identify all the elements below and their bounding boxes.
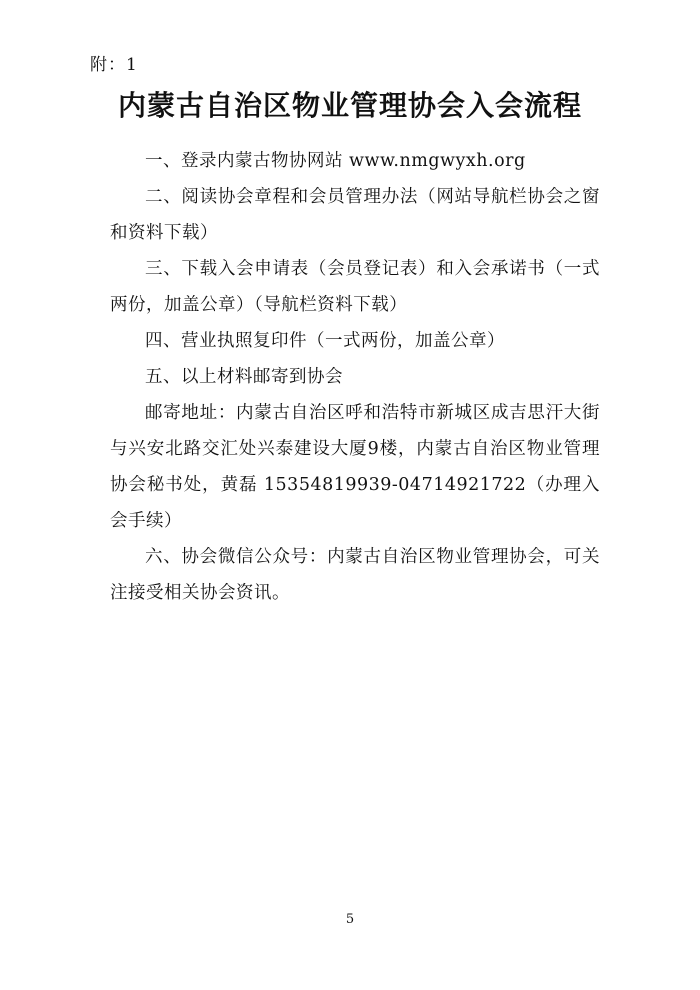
page-number: 5: [345, 912, 355, 927]
annex-label: 附：1: [90, 55, 138, 75]
step-4-paragraph: 四、营业执照复印件（一式两份，加盖公章）: [145, 331, 505, 351]
document-title: 内蒙古自治区物业管理协会入会流程: [117, 89, 582, 122]
step-2-paragraph: 二、阅读协会章程和会员管理办法（网站导航栏协会之窗和资料下载）: [110, 187, 600, 243]
mailing-address-paragraph: 邮寄地址：内蒙古自治区呼和浩特市新城区成吉思汗大街与兴安北路交汇处兴泰建设大厦9楼，内蒙古自治区物业管理协会秘书处，黄磊 15354819939-04714921722（办理入会手续）: [110, 403, 600, 531]
document-body: [110, 143, 600, 611]
step-5-paragraph: 五、以上材料邮寄到协会: [145, 367, 343, 387]
step-1-paragraph: 一、登录内蒙古物协网站 www.nmgwyxh.org: [145, 151, 526, 171]
step-3-paragraph: 三、下载入会申请表（会员登记表）和入会承诺书（一式两份，加盖公章）（导航栏资料下载）: [110, 259, 600, 315]
step-6-paragraph: 六、协会微信公众号：内蒙古自治区物业管理协会，可关注接受相关协会资讯。: [110, 547, 600, 603]
